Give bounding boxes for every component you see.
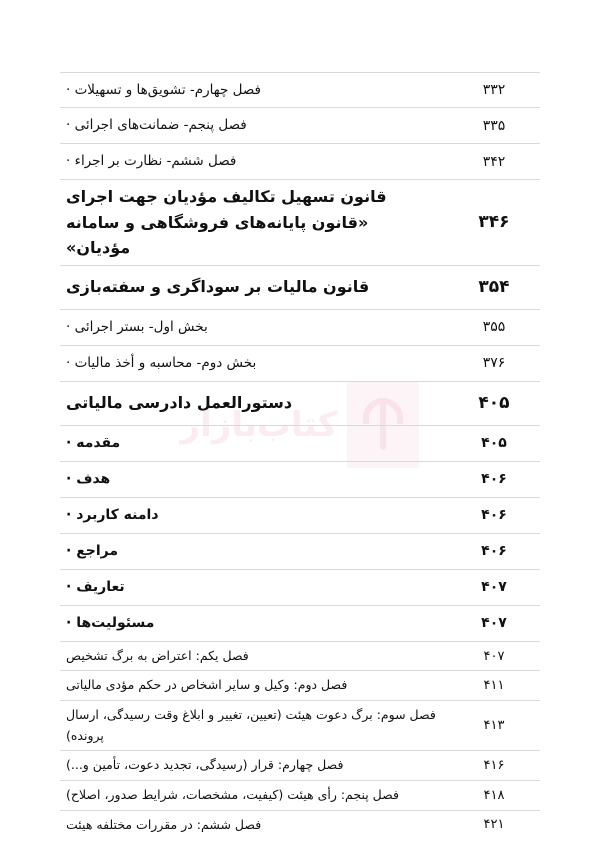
toc-page-number: ۴۰۶ bbox=[481, 471, 507, 488]
toc-row[interactable] bbox=[60, 310, 540, 346]
toc-page-number: ۳۷۶ bbox=[482, 355, 506, 372]
toc-entry-title: فصل ششم- نظارت بر اجراء · bbox=[60, 150, 448, 172]
toc-page-number: ۴۰۷ bbox=[481, 579, 507, 596]
toc-entry-title: بخش دوم- محاسبه و أخذ مالیات · bbox=[60, 352, 448, 374]
toc-entry-title: فصل پنجم: رأی هیئت (کیفیت، مشخصات، شرایط صدور، اصلاح) bbox=[66, 786, 399, 802]
toc-entry-title: فصل چهارم: قرار (رسیدگی، تجدید دعوت، تأمین و...) bbox=[66, 757, 344, 773]
toc-row[interactable] bbox=[60, 108, 540, 144]
toc-page-number: ۳۴۶ bbox=[478, 212, 510, 233]
toc-entry-title: فصل ششم: در مقررات مختلفه هیئت bbox=[66, 816, 262, 832]
toc-row[interactable] bbox=[60, 426, 540, 462]
toc-row[interactable] bbox=[60, 671, 540, 701]
toc-row[interactable] bbox=[60, 498, 540, 534]
toc-row[interactable] bbox=[60, 570, 540, 606]
toc-page-number: ۴۰۶ bbox=[481, 543, 507, 560]
toc-page-number: ۴۲۱ bbox=[483, 817, 505, 833]
toc-row[interactable] bbox=[60, 72, 540, 108]
toc-page-number: ۴۱۶ bbox=[483, 758, 505, 774]
toc-row[interactable] bbox=[60, 534, 540, 570]
toc-row[interactable] bbox=[60, 811, 540, 840]
toc-entry-title: هدف · bbox=[60, 468, 448, 491]
toc-entry-title: دامنه کاربرد · bbox=[60, 504, 448, 527]
toc-page-number: ۴۱۱ bbox=[483, 678, 505, 694]
watermark-text: کتاب‌بازار bbox=[180, 405, 338, 445]
toc-row[interactable] bbox=[60, 144, 540, 180]
toc-page-number: ۳۵۵ bbox=[482, 319, 506, 336]
toc-entry-title: بخش اول- بستر اجرائی · bbox=[60, 316, 448, 338]
toc-row[interactable] bbox=[60, 642, 540, 672]
toc-entry-title: تعاریف · bbox=[60, 576, 448, 599]
toc-entry-title: دستورالعمل دادرسی مالیاتی bbox=[66, 393, 293, 413]
toc-page-number: ۴۰۶ bbox=[481, 507, 507, 524]
toc-row[interactable] bbox=[60, 781, 540, 811]
toc-page-number: ۴۰۷ bbox=[481, 615, 507, 632]
toc-entry-title: قانون تسهیل تکالیف مؤدیان جهت اجرای «قانون پایانه‌های فروشگاهی و سامانه مؤدیان» bbox=[66, 187, 387, 258]
toc-row[interactable] bbox=[60, 701, 540, 751]
toc-page-number: ۴۱۸ bbox=[483, 787, 505, 803]
toc-entry-title: مسئولیت‌ها · bbox=[60, 612, 448, 635]
toc-entry-title: فصل سوم: برگ دعوت هیئت (تعیین، تغییر و ابلاغ وقت رسیدگی، ارسال پرونده) bbox=[66, 707, 436, 743]
toc-page-number: ۳۳۲ bbox=[482, 82, 506, 98]
toc-row[interactable] bbox=[60, 751, 540, 781]
toc-row[interactable] bbox=[60, 180, 540, 266]
toc-row[interactable] bbox=[60, 462, 540, 498]
toc-entry-title: قانون مالیات بر سوداگری و سفته‌بازی bbox=[66, 277, 370, 297]
toc-entry-title: فصل چهارم- تشویق‌ها و تسهیلات · bbox=[60, 79, 448, 101]
toc-row[interactable] bbox=[60, 606, 540, 642]
toc-page-number: ۴۰۵ bbox=[478, 393, 510, 414]
toc-row[interactable] bbox=[60, 346, 540, 382]
toc-entry-title: مراجع · bbox=[60, 540, 448, 563]
toc-page-number: ۳۴۲ bbox=[482, 153, 506, 170]
table-of-contents bbox=[60, 72, 540, 839]
toc-page-number: ۳۳۵ bbox=[482, 117, 506, 134]
toc-page-number: ۴۱۳ bbox=[483, 718, 505, 734]
toc-entry-title: مقدمه · bbox=[60, 432, 448, 455]
toc-entry-title: فصل پنجم- ضمانت‌های اجرائی · bbox=[60, 114, 448, 136]
toc-page-number: ۴۰۵ bbox=[481, 435, 507, 452]
toc-page-number: ۴۰۷ bbox=[483, 648, 505, 664]
toc-entry-title: فصل دوم: وکیل و سایر اشخاص در حکم مؤدی مالیاتی bbox=[66, 677, 348, 693]
toc-page-number: ۳۵۴ bbox=[478, 277, 510, 298]
toc-row[interactable] bbox=[60, 266, 540, 310]
toc-entry-title: فصل یکم: اعتراض به برگ تشخیص bbox=[66, 647, 249, 663]
toc-row[interactable] bbox=[60, 382, 540, 426]
